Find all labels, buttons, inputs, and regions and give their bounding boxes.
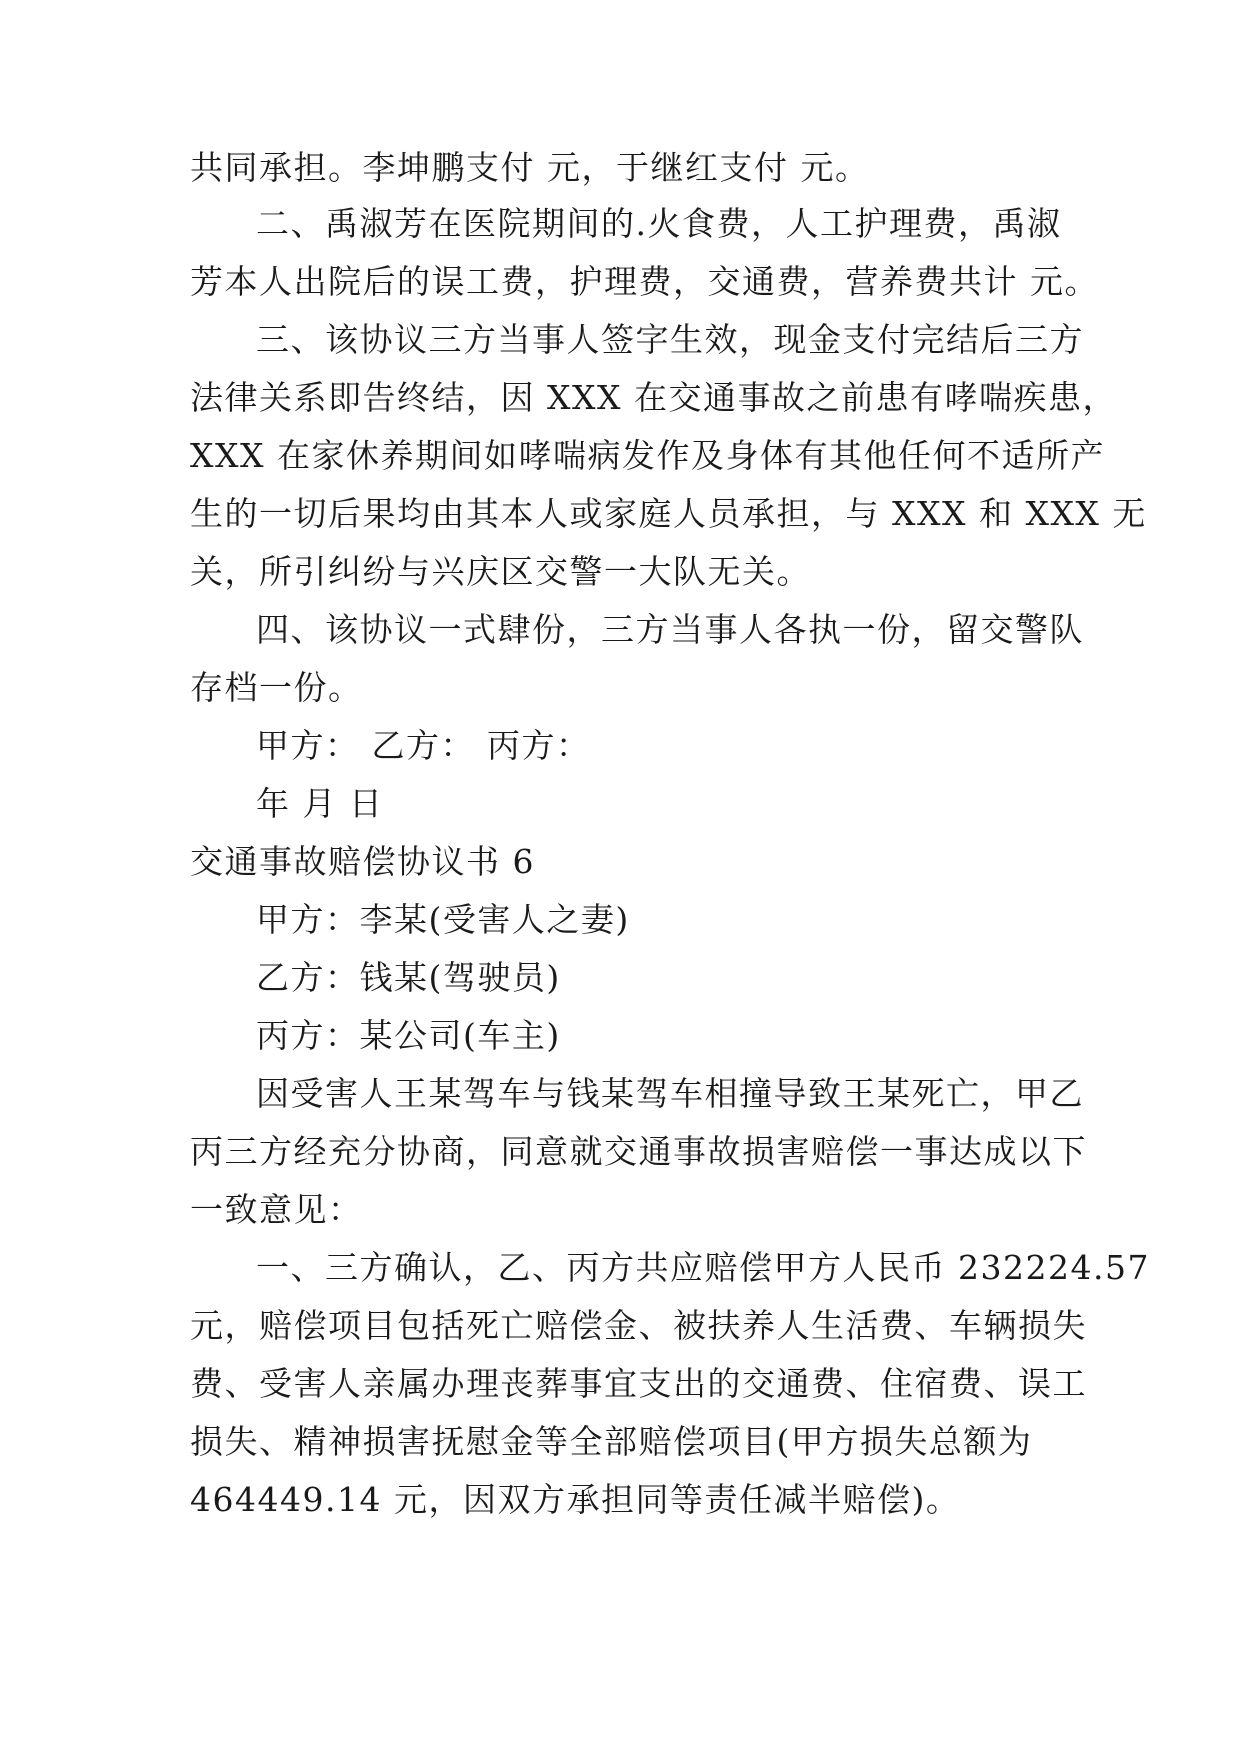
party-b: 乙方：钱某(驾驶员) bbox=[256, 958, 561, 997]
text-line: 464449.14 元，因双方承担同等责任减半赔偿)。 bbox=[190, 1480, 961, 1519]
party-c: 丙方：某公司(车主) bbox=[256, 1016, 561, 1055]
text-line: 四、该协议一式肆份，三方当事人各执一份，留交警队 bbox=[256, 610, 1084, 649]
text-line: 因受害人王某驾车与钱某驾车相撞导致王某死亡，甲乙 bbox=[256, 1074, 1084, 1113]
text-line: 法律关系即告终结，因 XXX 在交通事故之前患有哮喘疾患， bbox=[190, 378, 1117, 417]
text-line: 存档一份。 bbox=[190, 668, 363, 707]
text-line: 三、该协议三方当事人签字生效，现金支付完结后三方 bbox=[256, 320, 1084, 359]
text-line: 二、禹淑芳在医院期间的.火食费，人工护理费，禹淑 bbox=[256, 204, 1062, 243]
text-line: 元，赔偿项目包括死亡赔偿金、被扶养人生活费、车辆损失 bbox=[190, 1306, 1087, 1345]
text-line: 共同承担。李坤鹏支付 元，于继红支付 元。 bbox=[190, 148, 870, 187]
text-line: 一致意见： bbox=[190, 1190, 363, 1229]
text-line: 芳本人出院后的误工费，护理费，交通费，营养费共计 元。 bbox=[190, 262, 1099, 301]
text-line: XXX 在家休养期间如哮喘病发作及身体有其他任何不适所产 bbox=[190, 436, 1105, 475]
text-line: 关，所引纠纷与兴庆区交警一大队无关。 bbox=[190, 552, 811, 591]
text-line: 费、受害人亲属办理丧葬事宜支出的交通费、住宿费、误工 bbox=[190, 1364, 1087, 1403]
date-line: 年 月 日 bbox=[256, 784, 384, 823]
section-title: 交通事故赔偿协议书 6 bbox=[190, 842, 535, 881]
signature-line: 甲方： 乙方： 丙方： bbox=[256, 726, 591, 765]
text-line: 生的一切后果均由其本人或家庭人员承担，与 XXX 和 XXX 无 bbox=[190, 494, 1147, 533]
text-line: 丙三方经充分协商，同意就交通事故损害赔偿一事达成以下 bbox=[190, 1132, 1087, 1171]
party-a: 甲方：李某(受害人之妻) bbox=[256, 900, 630, 939]
text-line: 一、三方确认，乙、丙方共应赔偿甲方人民币 232224.57 bbox=[256, 1248, 1150, 1287]
text-line: 损失、精神损害抚慰金等全部赔偿项目(甲方损失总额为 bbox=[190, 1422, 1033, 1461]
